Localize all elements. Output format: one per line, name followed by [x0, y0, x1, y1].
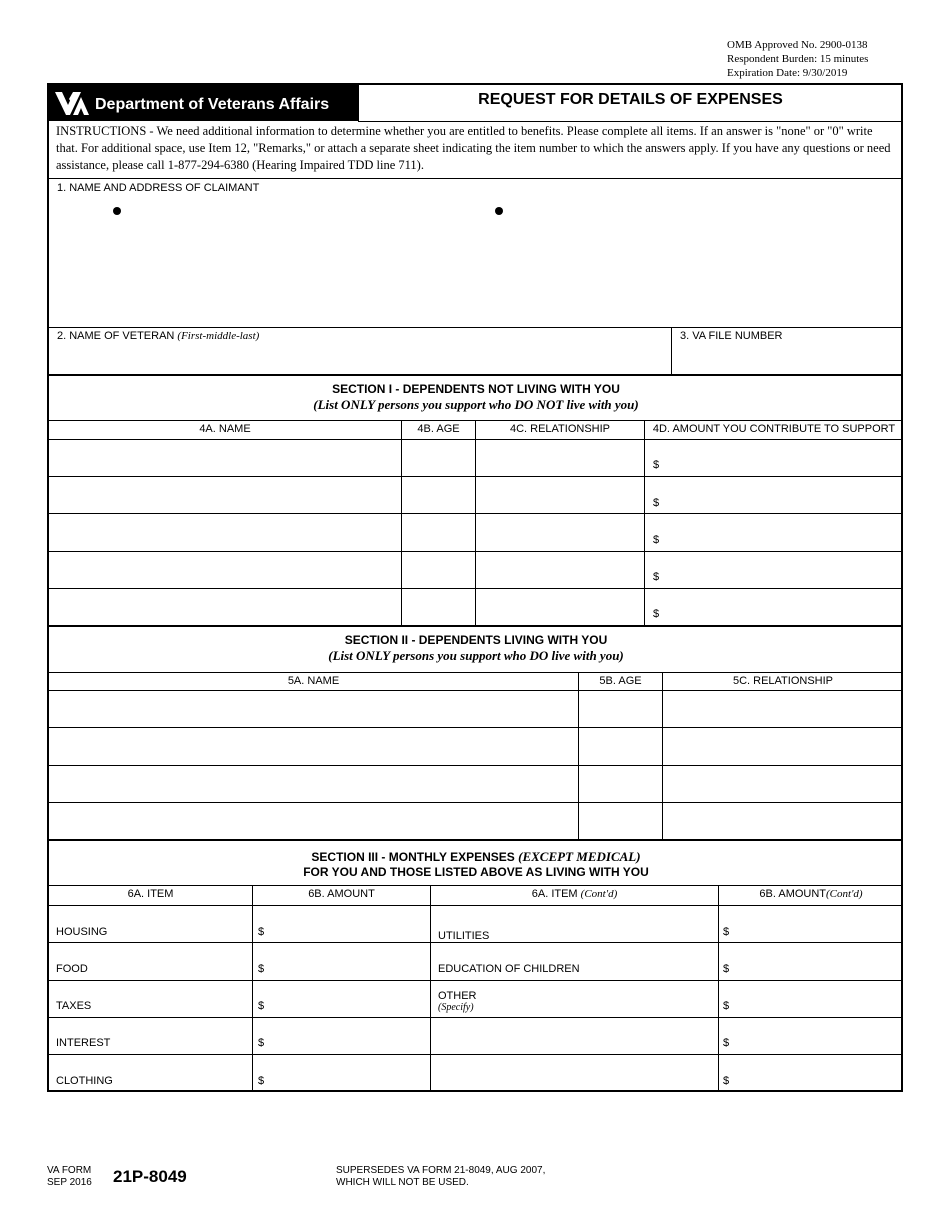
other-specify-hint: (Specify)	[438, 1002, 474, 1013]
expense-form	[47, 83, 903, 1092]
omb-approved: OMB Approved No. 2900-0138	[727, 39, 868, 51]
form-title: REQUEST FOR DETAILS OF EXPENSES	[478, 91, 783, 108]
currency-sign: $	[653, 571, 660, 583]
col-4d-amount: 4D. AMOUNT YOU CONTRIBUTE TO SUPPORT	[652, 423, 896, 435]
expense-food: FOOD	[56, 963, 88, 975]
expense-taxes: TAXES	[56, 1000, 92, 1012]
expense-housing: HOUSING	[56, 926, 108, 938]
expense-interest: INTEREST	[56, 1037, 111, 1049]
currency-sign: $	[653, 459, 660, 471]
currency-sign: $	[258, 1000, 265, 1012]
currency-sign: $	[258, 963, 265, 975]
expense-utilities: UTILITIES	[438, 930, 490, 942]
va-seal-icon	[53, 89, 91, 117]
footer-form-id	[47, 1165, 92, 1189]
footer-form-number: 21P-8049	[113, 1167, 187, 1186]
currency-sign: $	[723, 1000, 730, 1012]
va-header-banner	[49, 85, 358, 121]
col-6a-item-contd: 6A. ITEM (Cont'd)	[531, 888, 618, 900]
bullet-marker	[495, 207, 503, 215]
claimant-name-address-label: 1. NAME AND ADDRESS OF CLAIMANT	[57, 182, 260, 194]
section3-title: SECTION III - MONTHLY EXPENSES (EXCEPT MEDICAL)	[311, 849, 641, 864]
col-5b-age: 5B. AGE	[599, 675, 642, 687]
va-file-number-field[interactable]	[672, 328, 903, 374]
currency-sign: $	[723, 926, 730, 938]
col-5c-relationship: 5C. RELATIONSHIP	[732, 675, 834, 687]
section1-subtitle: (List ONLY persons you support who DO NOT live with you)	[313, 397, 639, 412]
expiration-date: Expiration Date: 9/30/2019	[727, 67, 848, 79]
section3-title-italic: (EXCEPT MEDICAL)	[518, 849, 641, 864]
omb-info	[727, 38, 868, 80]
va-file-number-label: 3. VA FILE NUMBER	[680, 330, 783, 342]
currency-sign: $	[258, 926, 265, 938]
respondent-burden: Respondent Burden: 15 minutes	[727, 53, 869, 65]
veteran-name-hint: (First-middle-last)	[177, 330, 260, 342]
col-5a-name: 5A. NAME	[287, 675, 340, 687]
col-4b-age: 4B. AGE	[417, 423, 460, 435]
col-6b-amount-contd: 6B. AMOUNT(Cont'd)	[759, 888, 863, 900]
section3-title-line2: FOR YOU AND THOSE LISTED ABOVE AS LIVING WITH YOU	[303, 865, 649, 879]
currency-sign: $	[258, 1037, 265, 1049]
currency-sign: $	[653, 497, 660, 509]
instructions-text: INSTRUCTIONS - We need additional information to determine whether you are entitled to benefits. Please complete all items. If an answer is "none" or "0" write that. For additional space, use Item 12, "Remarks," or attach a separate sheet indicating the item number to which the answers apply. If you have any questions or need assistance, please call 1-877-294-6380 (Hearing Impaired TDD line 711).	[56, 124, 891, 172]
bullet-marker	[113, 207, 121, 215]
col-4c-relationship: 4C. RELATIONSHIP	[509, 423, 611, 435]
footer-form-date: SEP 2016	[47, 1177, 92, 1188]
col-6b-amount: 6B. AMOUNT	[308, 888, 375, 900]
currency-sign: $	[653, 608, 660, 620]
claimant-name-address-field[interactable]	[49, 179, 903, 327]
expense-clothing: CLOTHING	[56, 1075, 113, 1087]
currency-sign: $	[653, 534, 660, 546]
footer-form-label: VA FORM	[47, 1165, 92, 1176]
expense-education: EDUCATION OF CHILDREN	[438, 963, 580, 975]
currency-sign: $	[723, 963, 730, 975]
veteran-name-label: 2. NAME OF VETERAN (First-middle-last)	[57, 330, 260, 342]
section2-subtitle: (List ONLY persons you support who DO live with you)	[328, 648, 624, 663]
currency-sign: $	[723, 1075, 730, 1087]
section2-title: SECTION II - DEPENDENTS LIVING WITH YOU	[344, 633, 608, 647]
footer-supersedes: SUPERSEDES VA FORM 21-8049, AUG 2007, WHICH WILL NOT BE USED.	[336, 1165, 546, 1188]
expense-other: OTHER	[438, 990, 477, 1002]
section1-title: SECTION I - DEPENDENTS NOT LIVING WITH YOU	[332, 382, 620, 396]
currency-sign: $	[258, 1075, 265, 1087]
col-6a-item: 6A. ITEM	[127, 888, 174, 900]
veteran-name-field[interactable]	[49, 328, 671, 374]
col-4a-name: 4A. NAME	[199, 423, 251, 435]
currency-sign: $	[723, 1037, 730, 1049]
agency-name: Department of Veterans Affairs	[95, 96, 330, 113]
